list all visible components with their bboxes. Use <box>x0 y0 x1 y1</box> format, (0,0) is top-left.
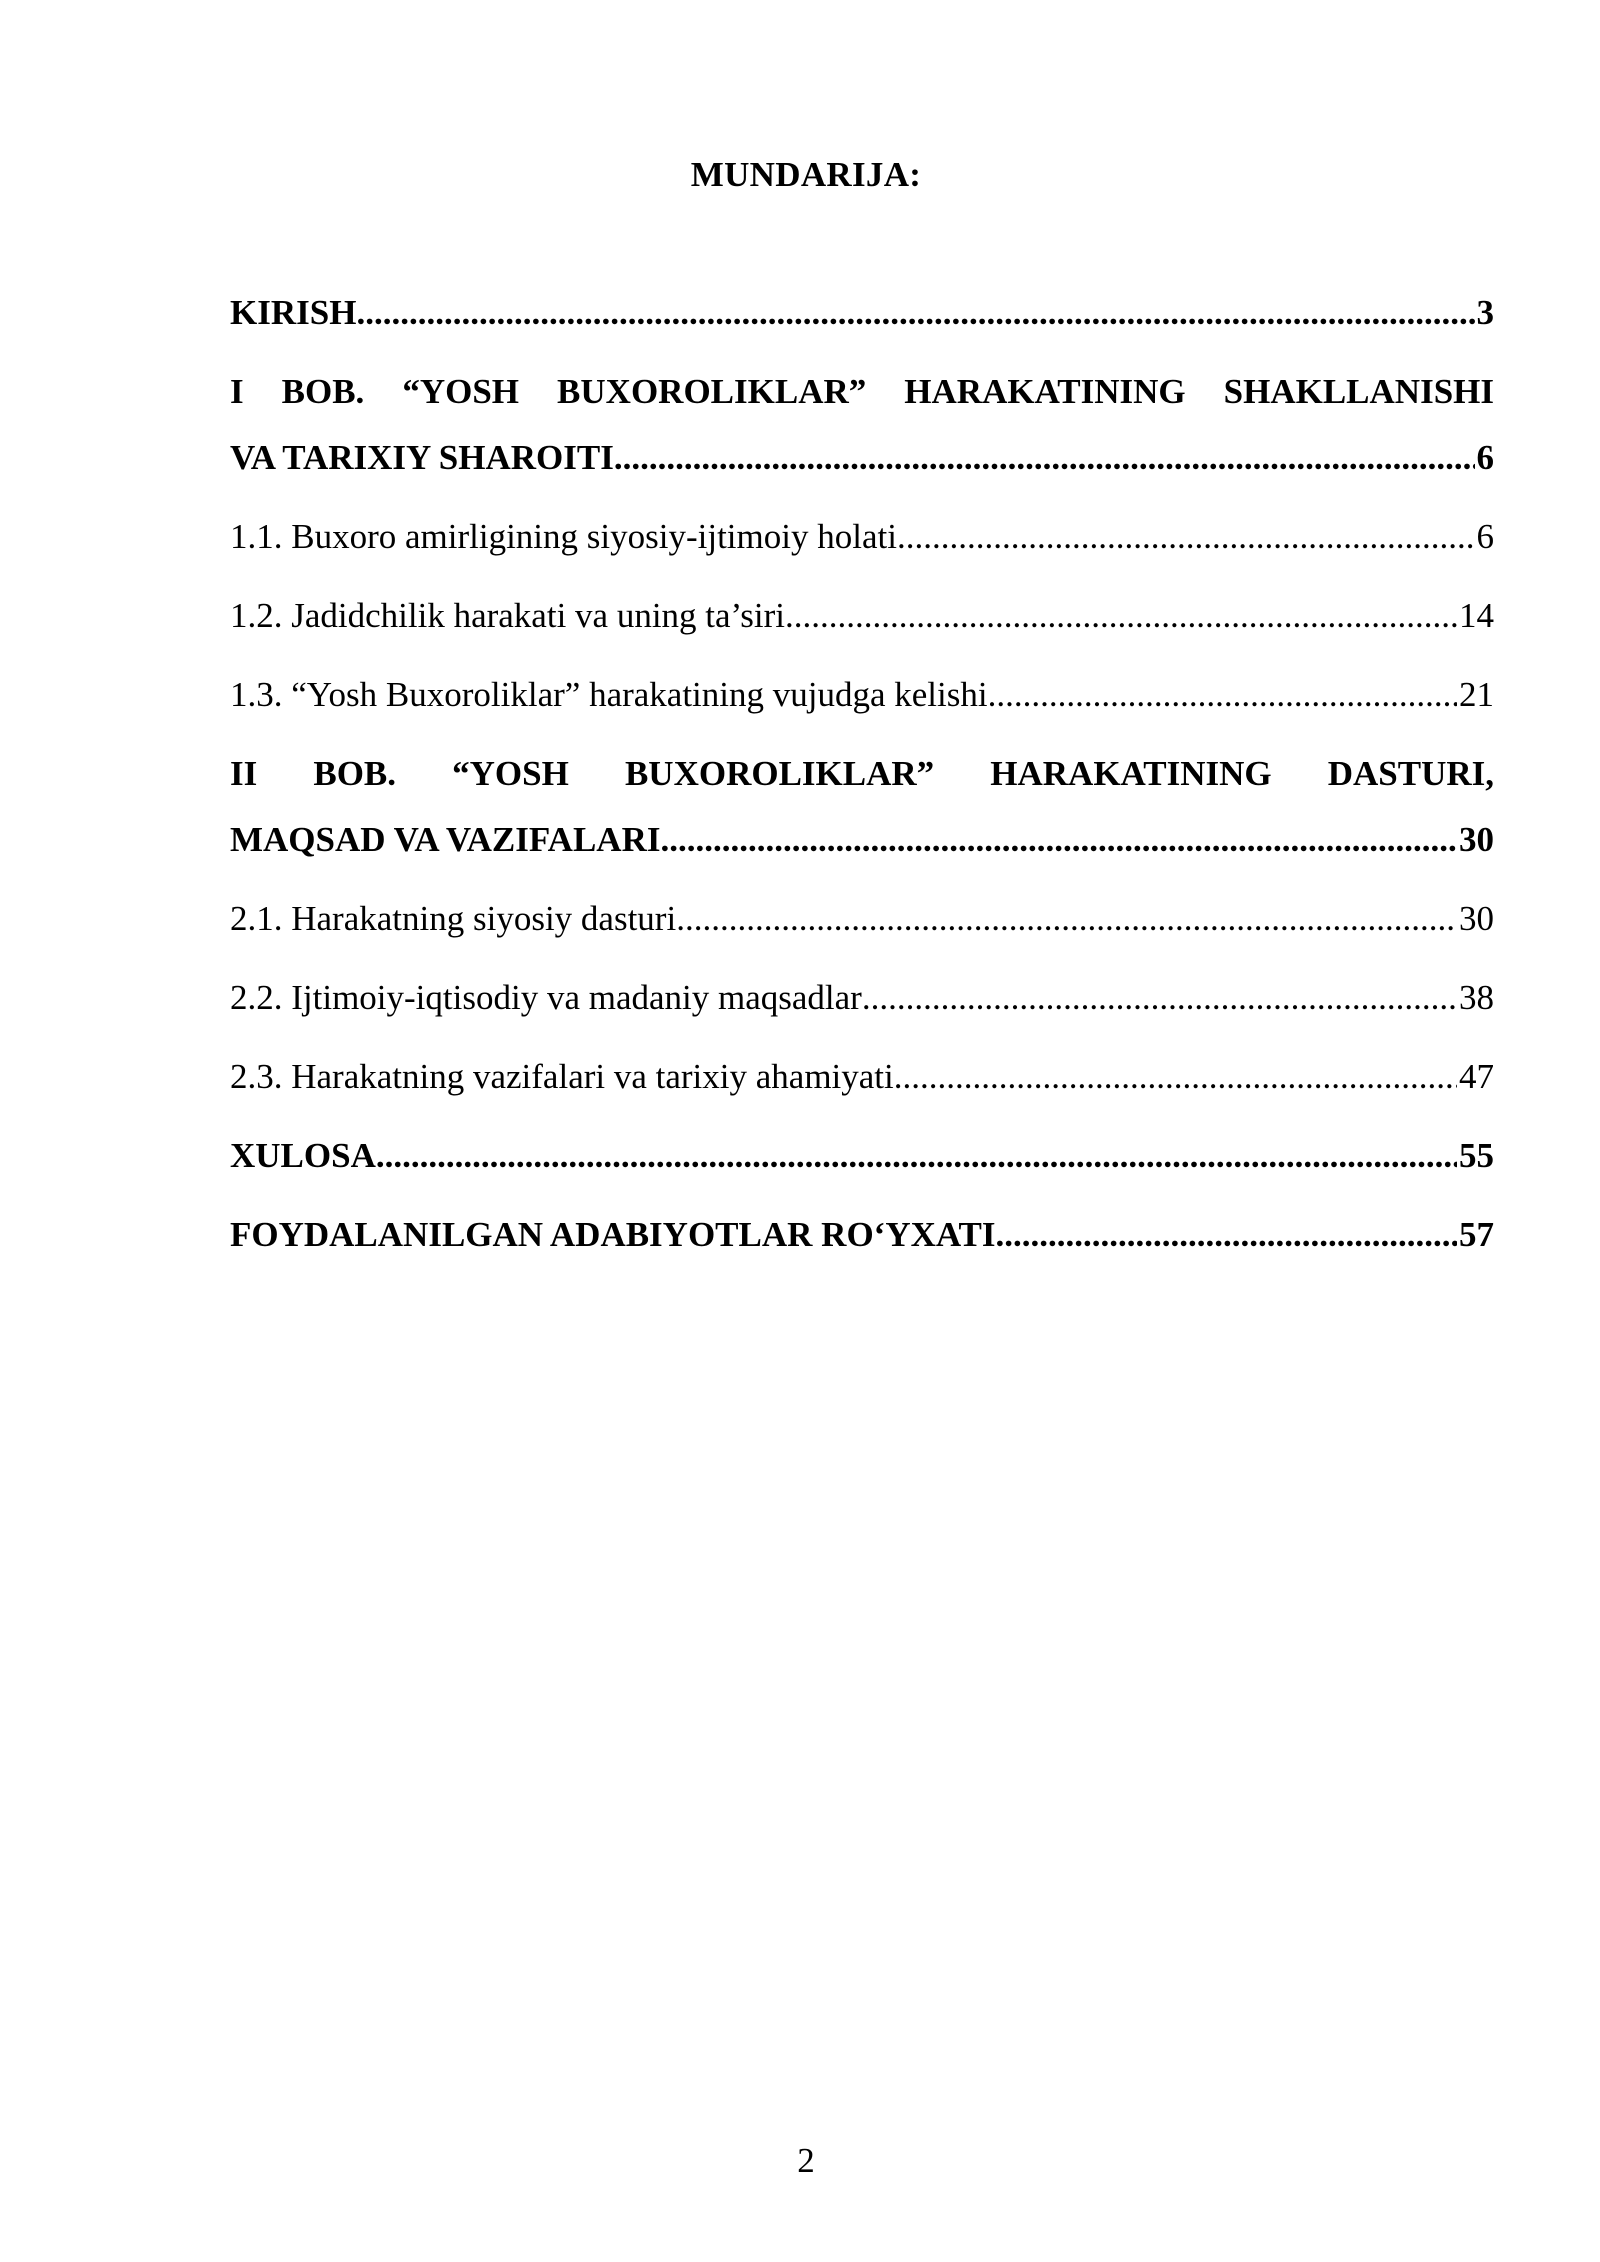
table-of-contents <box>230 280 1494 1281</box>
toc-entry-title: 1.1. Buxoro amirligining siyosiy-ijtimoiy holati <box>230 517 897 556</box>
toc-entry-title-line2: VA TARIXIY SHAROITI <box>230 438 614 477</box>
toc-page-number: 38 <box>1459 978 1494 1017</box>
toc-entry-title: 2.3. Harakatning vazifalari va tarixiy ahamiyati <box>230 1057 894 1096</box>
toc-entry-title: 1.2. Jadidchilik harakati va uning ta’siri <box>230 596 786 635</box>
toc-entry-chapter-1 <box>230 359 1494 491</box>
toc-page-number: 57 <box>1459 1215 1494 1254</box>
toc-entry-title: 1.3. “Yosh Buxoroliklar” harakatining vujudga kelishi <box>230 675 988 714</box>
toc-entry-title: 2.2. Ijtimoiy-iqtisodiy va madaniy maqsadlar <box>230 978 862 1017</box>
dot-leader <box>897 504 1475 570</box>
toc-entry-section-2-1 <box>230 886 1494 952</box>
dot-leader <box>660 807 1457 873</box>
toc-entry-title-line1: I BOB. “YOSH BUXOROLIKLAR” HARAKATINING SHAKLLANISHI <box>230 372 1494 411</box>
dot-leader <box>785 583 1457 649</box>
toc-entry-section-1-3 <box>230 662 1494 728</box>
toc-entry-chapter-2 <box>230 741 1494 873</box>
toc-entry-bibliography <box>230 1202 1494 1268</box>
page-title: MUNDARIJA: <box>690 155 922 194</box>
dot-leader <box>988 662 1457 728</box>
toc-page-number: 3 <box>1476 293 1494 332</box>
toc-entry-kirish <box>230 280 1494 346</box>
toc-page-number: 55 <box>1459 1136 1494 1175</box>
toc-page-number: 6 <box>1476 438 1494 477</box>
toc-entry-title-line2: MAQSAD VA VAZIFALARI <box>230 820 661 859</box>
toc-entry-title: FOYDALANILGAN ADABIYOTLAR RO‘YXATI <box>230 1215 996 1254</box>
toc-entry-xulosa <box>230 1123 1494 1189</box>
toc-entry-title-line1: II BOB. “YOSH BUXOROLIKLAR” HARAKATINING DASTURI, <box>230 754 1494 793</box>
toc-entry-section-2-3 <box>230 1044 1494 1110</box>
toc-page-number: 6 <box>1476 517 1494 556</box>
toc-entry-section-1-2 <box>230 583 1494 649</box>
dot-leader <box>356 280 1474 346</box>
page-number: 2 <box>797 2141 815 2180</box>
dot-leader <box>894 1044 1457 1110</box>
toc-entry-title: XULOSA <box>230 1136 376 1175</box>
toc-page-number: 30 <box>1459 899 1494 938</box>
dot-leader <box>614 425 1475 491</box>
dot-leader <box>676 886 1457 952</box>
dot-leader <box>376 1123 1457 1189</box>
toc-entry-title: KIRISH <box>230 293 357 332</box>
toc-entry-section-1-1 <box>230 504 1494 570</box>
toc-page-number: 14 <box>1459 596 1494 635</box>
toc-entry-title: 2.1. Harakatning siyosiy dasturi <box>230 899 677 938</box>
toc-page-number: 30 <box>1459 820 1494 859</box>
dot-leader <box>862 965 1457 1031</box>
toc-entry-section-2-2 <box>230 965 1494 1031</box>
dot-leader <box>996 1202 1457 1268</box>
toc-page-number: 21 <box>1459 675 1494 714</box>
toc-page-number: 47 <box>1459 1057 1494 1096</box>
